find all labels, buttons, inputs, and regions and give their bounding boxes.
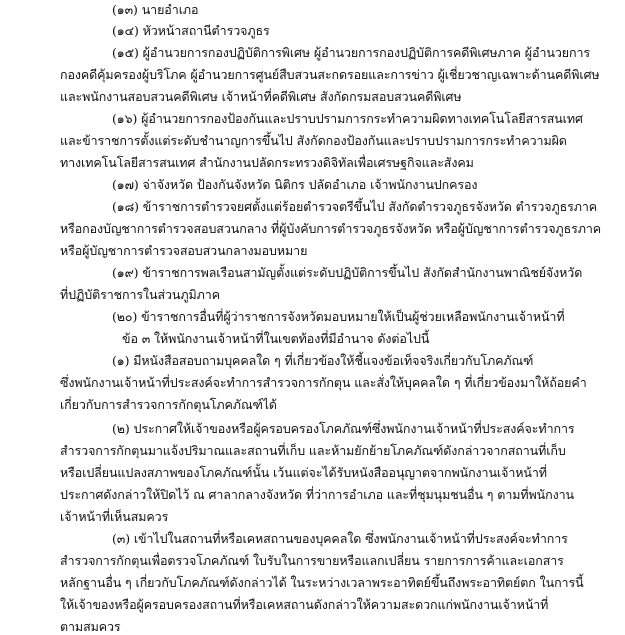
text-line: ซึ่งพนักงานเจ้าหน้าที่ประสงค์จะทำการสำรวจการกักตุน และสั่งให้บุคคลใด ๆ ที่เกี่ยวข้องมาให้ถ้อยคำ [60, 375, 587, 390]
text-line: (๑๕) ผู้อำนวยการกองปฏิบัติการพิเศษ ผู้อำนวยการกองปฏิบัติการคดีพิเศษภาค ผู้อำนวยการ [112, 45, 590, 60]
text-line: (๑) มีหนังสือสอบถามบุคคลใด ๆ ที่เกี่ยวข้องให้ชี้แจงข้อเท็จจริงเกี่ยวกับโภคภัณฑ์ [112, 353, 534, 368]
text-line: (๑๗) จ่าจังหวัด ป้องกันจังหวัด นิติกร ปลัดอำเภอ เจ้าพนักงานปกครอง [112, 177, 478, 192]
text-line: หรือผู้บัญชาการตำรวจสอบสวนกลางมอบหมาย [60, 243, 308, 258]
text-line: ที่ปฏิบัติราชการในส่วนภูมิภาค [60, 287, 220, 302]
text-line: สำรวจการกักตุนมาแจ้งปริมาณและสถานที่เก็บ และห้ามยักย้ายโภคภัณฑ์ดังกล่าวจากสถานที่เก็บ [60, 443, 566, 458]
text-line: เจ้าหน้าที่เห็นสมควร [60, 509, 169, 524]
text-line: (๑๘) ข้าราชการตำรวจยศตั้งแต่ร้อยตำรวจตรีขึ้นไป สังกัดตำรวจภูธรจังหวัด ตำรวจภูธรภาค [112, 199, 598, 214]
text-line: (๓) เข้าไปในสถานที่หรือเคหสถานของบุคคลใด ซึ่งพนักงานเจ้าหน้าที่ประสงค์จะทำการ [112, 531, 568, 546]
text-line: ทางเทคโนโลยีสารสนเทศ สำนักงานปลัดกระทรวงดิจิทัลเพื่อเศรษฐกิจและสังคม [60, 155, 474, 170]
text-line: สำรวจการกักตุนเพื่อตรวจโภคภัณฑ์ ใบรับในการขายหรือแลกเปลี่ยน รายการการค้าและเอกสาร [60, 553, 564, 568]
text-line: (๑๔) หัวหน้าสถานีตำรวจภูธร [112, 23, 270, 38]
text-line: หลักฐานอื่น ๆ เกี่ยวกับโภคภัณฑ์ดังกล่าวได้ ในระหว่างเวลาพระอาทิตย์ขึ้นถึงพระอาทิตย์ตก ในการนี้ [60, 575, 584, 590]
text-line: หรือเปลี่ยนแปลงสภาพของโภคภัณฑ์นั้น เว้นแต่จะได้รับหนังสืออนุญาตจากพนักงานเจ้าหน้าที่ [60, 465, 547, 480]
text-line: ข้อ ๓ ให้พนักงานเจ้าหน้าที่ในเขตท้องที่มีอำนาจ ดังต่อไปนี้ [122, 331, 430, 346]
text-line: (๑๖) ผู้อำนวยการกองป้องกันและปราบปรามการกระทำความผิดทางเทคโนโลยีสารสนเทศ [112, 111, 583, 126]
text-line: ตามสมควร [60, 619, 121, 634]
text-line: หรือกองบัญชาการตำรวจสอบสวนกลาง ที่ผู้บังคับการตำรวจภูธรจังหวัด หรือผู้บัญชาการตำรวจภูธรภาค [60, 221, 602, 236]
text-line: (๒) ประกาศให้เจ้าของหรือผู้ครอบครองโภคภัณฑ์ซึ่งพนักงานเจ้าหน้าที่ประสงค์จะทำการ [112, 421, 575, 436]
text-line: (๒๐) ข้าราชการอื่นที่ผู้ว่าราชการจังหวัดมอบหมายให้เป็นผู้ช่วยเหลือพนักงานเจ้าหน้าที่ [112, 309, 565, 324]
text-line: ให้เจ้าของหรือผู้ครอบครองสถานที่หรือเคหสถานดังกล่าวให้ความสะดวกแก่พนักงานเจ้าหน้าที่ [60, 597, 549, 612]
text-line: และพนักงานสอบสวนคดีพิเศษ เจ้าหน้าที่คดีพิเศษ สังกัดกรมสอบสวนคดีพิเศษ [60, 89, 462, 104]
text-line: เกี่ยวกับการสำรวจการกักตุนโภคภัณฑ์ได้ [60, 397, 277, 412]
text-line: (๑๙) ข้าราชการพลเรือนสามัญตั้งแต่ระดับปฏิบัติการขึ้นไป สังกัดสำนักงานพาณิชย์จังหวัด [112, 265, 583, 280]
text-line: และข้าราชการตั้งแต่ระดับชำนาญการขึ้นไป สังกัดกองป้องกันและปราบปรามการกระทำความผิด [60, 133, 567, 148]
text-line: ประกาศดังกล่าวให้ปิดไว้ ณ ศาลากลางจังหวัด ที่ว่าการอำเภอ และที่ชุมนุมชนอื่น ๆ ตามที่พนักงาน [60, 487, 574, 502]
text-line: (๑๓) นายอำเภอ [112, 2, 199, 17]
text-line: กองคดีคุ้มครองผู้บริโภค ผู้อำนวยการศูนย์สืบสวนสะกดรอยและการข่าว ผู้เชี่ยวชาญเฉพาะด้านคดีพิเศษ [60, 67, 600, 82]
